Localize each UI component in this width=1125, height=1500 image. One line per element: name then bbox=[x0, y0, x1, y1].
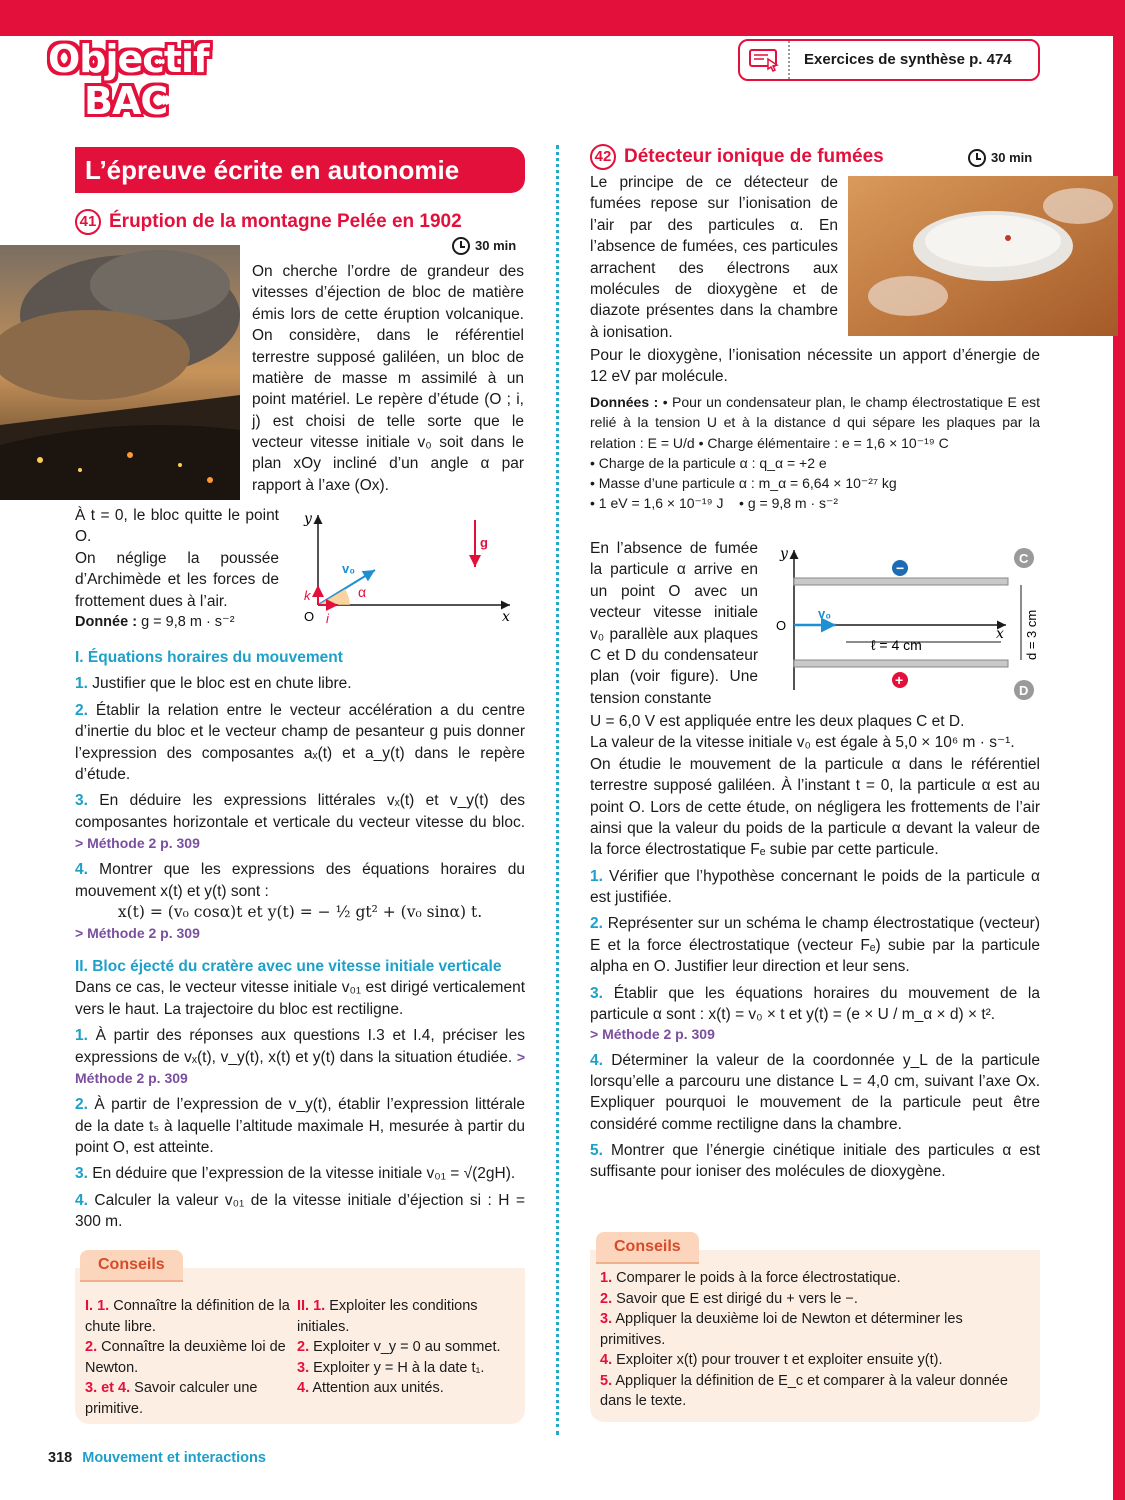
method-link[interactable]: > Méthode 2 p. 309 bbox=[75, 835, 200, 851]
smoke-detector-image bbox=[848, 176, 1118, 336]
origin-label: O bbox=[304, 609, 315, 624]
conseils-41 bbox=[75, 1268, 525, 1424]
section-title: L’épreuve écrite en autonomie bbox=[75, 147, 525, 193]
x-axis-label: x bbox=[502, 609, 510, 625]
distance-label: d = 3 cm bbox=[1024, 609, 1039, 660]
i-label: i bbox=[326, 611, 329, 626]
length-label: ℓ = 4 cm bbox=[871, 637, 922, 653]
plus-sign: + bbox=[895, 672, 904, 688]
exercise-title: Éruption de la montagne Pelée en 1902 bbox=[109, 211, 462, 232]
part1-title: I. Équations horaires du mouvement bbox=[75, 649, 343, 666]
plate-d-label: D bbox=[1019, 683, 1029, 698]
equation-formula: x(t) = (v₀ cosα)t et y(t) = − ½ gt² + (v₀ sinα) t. bbox=[117, 903, 483, 922]
exercise-number: 42 bbox=[590, 144, 616, 170]
alpha-label: α bbox=[358, 584, 367, 600]
clock-icon bbox=[968, 149, 986, 167]
page-number: 318 bbox=[48, 1450, 73, 1466]
part2-title: II. Bloc éjecté du cratère avec une vitesse initiale verticale bbox=[75, 958, 502, 975]
conseils-tab-42: Conseils bbox=[596, 1232, 699, 1262]
v0-label: v₀ bbox=[342, 561, 356, 576]
exercise-41-intro: On cherche l’ordre de grandeur des vitesses d’éjection de bloc de matière émis lors de cette éruption volcanique. On considère, dans le référentiel terrestre supposé galiléen, un bloc de matière de masse m assimilé à un point matériel. Le repère d’étude (O ; i, j) est choisi de telle sorte que le vecteur vitesse initiale v₀ soit dans le plan xOy incliné d’un angle α par rapport à l’axe (Ox). bbox=[252, 263, 524, 494]
method-link[interactable]: > Méthode 2 p. 309 bbox=[590, 1026, 715, 1043]
exercise-42-intro: Le principe de ce détecteur de fumées repose sur l’ionisation de l’air par des particules α. En l’absence de fumées, ces particules arrachent des électrons aux molécules de dioxygène et de diazote présentes dans la chambre à ionisation. bbox=[590, 174, 838, 341]
synthese-link[interactable]: Exercices de synthèse p. 474 bbox=[738, 39, 1040, 81]
y-axis-label: y bbox=[304, 511, 312, 527]
exercise-41-time: 30 min bbox=[452, 237, 516, 255]
g-label: g bbox=[480, 535, 488, 550]
y-axis-label: y bbox=[780, 546, 788, 562]
conseils-right: II. 1. Exploiter les conditions initiales. 2. Exploiter v_y = 0 au sommet. 3. Exploiter y = H à la date t₁. 4. Attention aux unités. bbox=[297, 1298, 501, 1397]
exercise-number: 41 bbox=[75, 209, 101, 235]
t0-text: À t = 0, le bloc quitte le point O. On néglige la poussée d’Archimède et les forces de frottement dues à l’air. Donnée : g = 9,8 m · s⁻² bbox=[75, 507, 279, 630]
x-axis-label: x bbox=[996, 626, 1004, 642]
conseils-tab-41: Conseils bbox=[80, 1250, 183, 1280]
exercise-42-donnees: Données : • Pour un condensateur plan, le champ électrostatique E est relié à la tension U et à la distance d qui sépare les plaques par la relation : E = U/d • Charge élémentaire : e = 1,6 × 10⁻¹⁹ C • Charge de la particule α : q_α = +2 e • Masse d’une particule α : m_α = 6,64 × 10⁻²⁷ kg • 1 eV = 1,6 × 10⁻¹⁹ J • g = 9,8 m · s⁻² bbox=[590, 394, 1040, 512]
column-divider bbox=[556, 145, 559, 1435]
chapter-title: Mouvement et interactions bbox=[82, 1450, 266, 1466]
exercise-42-time: 30 min bbox=[968, 149, 1032, 167]
plate-c-label: C bbox=[1019, 551, 1029, 566]
conseils-42 bbox=[590, 1250, 1040, 1422]
method-link[interactable]: > Méthode 2 p. 309 bbox=[75, 924, 200, 941]
figure-text: En l’absence de fumée la particule α arrive en un point O avec un vecteur vitesse initiale v₀ parallèle aux plaques C et D du condensateur plan (voir figure). Une tension constante bbox=[590, 540, 758, 707]
clock-icon bbox=[452, 237, 470, 255]
k-label: k bbox=[304, 588, 311, 603]
conseils-left: I. 1. Connaître la définition de la chute libre. 2. Connaître la deuxième loi de Newton. 3. et 4. Savoir calculer une primitive. bbox=[85, 1298, 290, 1417]
exercise-42-intro2: Pour le dioxygène, l’ionisation nécessite un apport d’énergie de 12 eV par molécule. bbox=[590, 347, 1040, 386]
minus-sign: − bbox=[896, 560, 905, 576]
exercise-title: Détecteur ionique de fumées bbox=[624, 146, 884, 167]
part1: I. Équations horaires du mouvement 1. Justifier que le bloc est en chute libre. 2. Établir la relation entre le vecteur accélération a du centre d’inertie du bloc et le vecteur champ de pesanteur g puis donner l’expression des composantes aₓ(t) et a_y(t) dans le repère d’étude. 3. En déduire les expressions littérales vₓ(t) et v_y(t) des composantes horizontale et verticale du vecteur vitesse du bloc. > Méthode 2 p. 309 4. Montrer que les expressions des équations horaires du mouvement x(t) et y(t) sont : x(t) = (v₀ cosα)t et y(t) = − ½ gt² + (v₀ sinα) t. > Méthode 2 p. 309 bbox=[75, 647, 525, 943]
hand-click-icon bbox=[740, 41, 790, 79]
v0-label: v₀ bbox=[818, 606, 832, 621]
conseils-42-list: 1. Comparer le poids à la force électrostatique. 2. Savoir que E est dirigé du + vers le −. 3. Appliquer la deuxième loi de Newton et déterminer les primitives. 4. Exploiter x(t) pour trouver t et exploiter ensuite y(t). 5. Appliquer la définition de E_c et comparer à la valeur donnée dans le texte. bbox=[600, 1270, 1008, 1410]
origin-label: O bbox=[776, 618, 787, 633]
exercise-42-heading bbox=[590, 144, 884, 170]
volcano-eruption-image bbox=[0, 245, 240, 500]
part2: II. Bloc éjecté du cratère avec une vitesse initiale verticale Dans ce cas, le vecteur vitesse initiale v₀₁ est dirigé verticalement vers le haut. La trajectoire du bloc est rectiligne. 1. À partir des réponses aux questions I.3 et I.4, préciser les expressions de vₓ(t), v_y(t), x(t) et y(t) dans la situation étudiée. > Méthode 2 p. 309 2. À partir de l’expression de v_y(t), établir l’expression littérale de la date tₛ à laquelle l’altitude maximale H, mesurée à partir du point O, est atteinte. 3. En déduire que l’expression de la vitesse initiale v₀₁ = √(2gH). 4. Calculer la valeur v₀₁ de la vitesse initiale d’éjection si : H = 300 m. bbox=[75, 958, 526, 1231]
capacitor-diagram bbox=[766, 540, 1040, 705]
page-footer bbox=[48, 1448, 266, 1468]
exercise-42-body: U = 6,0 V est appliquée entre les deux plaques C et D. La valeur de la vitesse initiale v₀ est égale à 5,0 × 10⁶ m · s⁻¹. On étudie le mouvement de la particule α dans le référentiel terrestre supposé galiléen. À l’instant t = 0, la particule α est au point O. Lors de cette étude, on négligera les frottements de l’air ainsi que la valeur du poids de la particule α devant la valeur de la force électrostatique Fₑ subie par cette particule. 1. Vérifier que l’hypothèse concernant le poids de la particule α est justifiée. 2. Représenter sur un schéma le champ électrostatique (vecteur) E et la force électrostatique (vecteur Fₑ) subie par la particule alpha en O. Justifier leur direction et leur sens. 3. Établir que les équations horaires du mouvement de la particule α sont : x(t) = v₀ × t et y(t) = (e × U / m_α × d) × t². > Méthode 2 p. 309 4. Déterminer la valeur de la coordonnée y_L de la particule lorsqu’elle a parcouru une distance L = 4,0 cm, suivant l’axe Ox. Expliquer pourquoi le mouvement de la particule peut être considéré comme rectiligne dans la chambre. 5. Montrer que l’énergie cinétique initiale des particules α est suffisante pour ioniser des molécules de dioxygène. bbox=[590, 713, 1040, 1181]
top-bar bbox=[0, 0, 1125, 36]
method-link[interactable]: > Méthode 2 p. 309 bbox=[75, 1048, 525, 1086]
objectif-bac-logo: Objectif BAC bbox=[48, 37, 209, 123]
trajectory-diagram bbox=[290, 505, 520, 630]
exercise-41-heading bbox=[75, 209, 462, 235]
